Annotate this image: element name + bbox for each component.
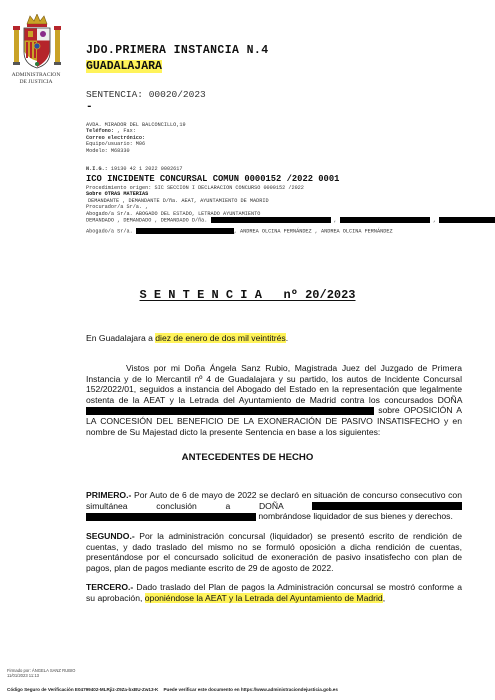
phone-label: Teléfono:: [86, 128, 115, 135]
procedimiento-origen: Procedimiento origen: SIC SECCION I DECLARACION CONCURSO 0000152 /2022: [86, 185, 304, 191]
redaction-block: [340, 217, 430, 223]
case-title: ICO INCIDENTE CONCURSAL COMUN 0000152 /2022 0001: [86, 174, 340, 184]
paragraph-segundo: [86, 531, 462, 573]
tercero-text-1: Dado traslado del Plan de pagos la Administración concursal se mostró conforme a su aprobación,: [86, 582, 462, 603]
date-prefix: En Guadalajara a: [86, 333, 156, 343]
court-address: AVDA. MIRADOR DEL BALCONCILLO,19: [86, 122, 186, 128]
email-label: Correo electrónico:: [86, 134, 146, 141]
coat-of-arms-icon: [12, 14, 62, 72]
equipo-line: Equipo/usuario: M06: [86, 141, 146, 148]
section-heading: ANTECEDENTES DE HECHO: [181, 452, 314, 463]
document-title: [0, 288, 495, 302]
signature-info: [7, 668, 75, 678]
intro-paragraph: [86, 363, 462, 437]
logo-caption-line1: ADMINISTRACION: [11, 72, 61, 78]
procurador-line: Procurador/a Sr/a. ,: [86, 204, 149, 211]
abogado2-label: Abogado/a Sr/a.: [86, 228, 133, 235]
primero-text-2: nombrándose liquidador de sus bienes y derechos.: [258, 511, 453, 522]
redaction-block: [86, 513, 256, 521]
sobre-line: Sobre OTRAS MATERIAS: [86, 191, 149, 198]
tercero-text-2: ,: [382, 592, 386, 603]
redaction-block: [211, 217, 331, 223]
phone-value: , Fax:: [117, 128, 136, 135]
abogado2-names: , ANDREA OLCINA FERNÁNDEZ , ANDREA OLCINA FERNÁNDEZ: [233, 228, 393, 235]
tercero-label: TERCERO.-: [86, 582, 134, 592]
sentencia-reference: SENTENCIA: 00020/2023: [86, 89, 206, 100]
segundo-label: SEGUNDO.-: [86, 531, 135, 541]
redaction-block: [86, 407, 374, 415]
nig-label: N.I.G.:: [86, 166, 108, 172]
abogado-line: Abogado/a Sr/a. ABOGADO DEL ESTADO, LETRADO AYUNTAMIENTO: [86, 210, 261, 217]
logo-caption-line2: DE JUSTICIA: [19, 78, 53, 85]
verification-footer: [7, 687, 492, 692]
redaction-block: [136, 228, 234, 234]
court-name: JDO.PRIMERA INSTANCIA N.4: [86, 44, 269, 57]
intro-text-2: sobre OPOSICIÓN A LA CONCESIÓN DEL BENEFICIO DE LA EXONERACIÓN DE PASIVO INSATISFECHO y en nombre de Su Majestad dicto la presente Sentencia en base a los siguientes:: [86, 405, 462, 437]
modelo-line: Modelo: M68330: [86, 147, 130, 154]
court-city-highlight: GUADALAJARA: [86, 60, 162, 73]
redaction-block: [312, 502, 462, 510]
case-details: [86, 185, 486, 235]
csv-code: Código Seguro de Verificación E04799402-MLRjiz-Z9Za-bxBU-Zw13-K: [7, 687, 159, 692]
nig-value: 19130 42 1 2022 0002617: [110, 166, 183, 172]
date-suffix: .: [285, 333, 289, 343]
primero-label: PRIMERO.-: [86, 490, 132, 500]
document-title-text: S E N T E N C I A nº 20/2023: [139, 288, 356, 302]
signed-by: Firmado por: ÁNGELA SANZ RUBIO: [7, 668, 76, 673]
abogado2-line: [86, 228, 486, 235]
header-dash: -: [86, 101, 93, 113]
contact-block: [86, 122, 186, 154]
segundo-text: Por la administración concursal (liquidador) se presentó escrito de rendición de cuentas, y dado traslado del mismo no se formuló oposición a dicha rendición de cuentas, presentándose por el concursado solicitud de exoneración de pasivo insatisfecho con plan de pagos, plan de pagos mediante escrito de 29 de agosto de 2022.: [86, 531, 462, 573]
signed-date: 11/01/2023 11:13: [7, 673, 39, 678]
date-highlight: diez de enero de dos mil veintitrés: [155, 333, 286, 343]
redaction-block: [439, 217, 495, 223]
court-city: [86, 60, 162, 73]
demandante-line: DEMANDANTE , DEMANDANTE D/ña. AEAT, AYUNTAMIENTO DE MADRID: [88, 197, 269, 204]
demandado-line: DEMANDADO , DEMANDADO , DEMANDADO D/ña. , ,: [86, 217, 486, 224]
tercero-highlight: oponiéndose la AEAT y la Letrada del Ayuntamiento de Madrid: [144, 592, 383, 603]
nig-line: [86, 166, 183, 172]
primero-text-1: Por Auto de 6 de mayo de 2022 se declaró en situación de concurso consecutivo con simultánea conclusión a DOÑA: [86, 490, 462, 511]
paragraph-tercero: [86, 582, 462, 603]
intro-text-1: Vistos por mi Doña Ángela Sanz Rubio, Magistrada Juez del Juzgado de Primera Instancia y de lo Mercantil nº 4 de Guadalajara y su partido, los autos de Incidente Concursal 152/2022/01, seguidos a instancia del Abogado del Estado en la representación que legalmente ostenta de la AEAT y la Letrada del Ayuntamiento de Madrid contra los concursados DOÑA: [86, 363, 462, 405]
paragraph-primero: [86, 490, 462, 522]
date-line: [86, 333, 466, 344]
verification-link[interactable]: Puede verificar este documento en https://www.administraciondejusticia.gob.es: [163, 687, 338, 692]
demandado-label: DEMANDADO , DEMANDADO , DEMANDADO D/ña.: [86, 217, 208, 224]
